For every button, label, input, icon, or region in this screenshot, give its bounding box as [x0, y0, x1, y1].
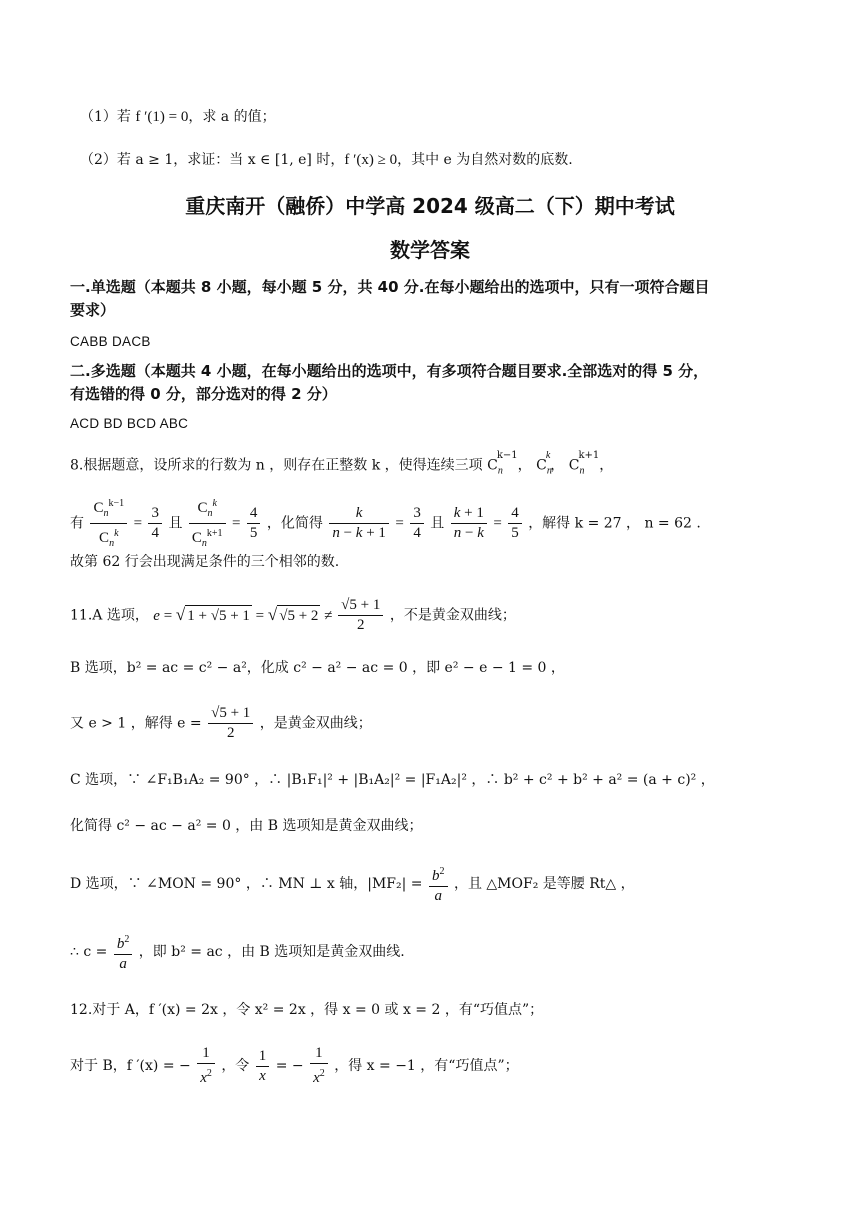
fraction: $\frac{√5 + 1}{2}$ [208, 704, 253, 743]
math: f ′(x) ≥ 0 [344, 152, 398, 168]
text: = − [275, 1058, 304, 1074]
text: 有选错的得 0 分，部分选对的得 2 分） [70, 385, 337, 403]
solution-8-line-1: 8.根据题意，设所求的行数为 n ，则存在正整数 k ，使得连续三项 $C_n^{k-1}$， $C_n^k$， $C_n^{k+1}$， [70, 450, 614, 477]
solution-11-a: 11.A 选项， e = √ 1 + √5 + 1 = √ √5 + 2 ≠ $\frac{√5 + 1}{2}$ ，不是黄金双曲线； [70, 597, 516, 633]
fraction: $\frac{1}{x^2}$ [197, 1044, 215, 1088]
text: ，不是黄金双曲线； [389, 607, 516, 624]
text: ，是黄金双曲线； [259, 715, 372, 732]
text: ，解得 k = 27 ， n = 62 . [528, 515, 701, 532]
math: f ′(1) = 0 [135, 109, 189, 125]
solution-8-line-2: 有 $\frac{C_n^{k-1}}{C_n^k}$ = $\frac{3}{4}$ 且 $\frac{C_n^k}{C_n^{k+1}}$ = $\frac{4}{5}$ ，化简得 $\frac{k}{n - k + 1}$ = $\frac{3}{4}$ 且 $\frac{k + 1}{n - k}$ = $\frac{4}{5}$ ，解得 k = 27 ， n = 62 . [70, 494, 701, 553]
text: 有 [70, 515, 84, 532]
solution-12-b [70, 1044, 519, 1088]
fraction: $\frac{√5 + 1}{2}$ [338, 596, 383, 635]
text: （1）若 [80, 109, 136, 125]
text: 要求） [70, 301, 116, 319]
section-2-title [70, 360, 800, 406]
fraction: $\frac{k + 1}{n - k}$ [451, 504, 487, 543]
text: ，得 x = −1 ，有“巧值点”； [334, 1058, 519, 1074]
fraction: $\frac{1}{x^2}$ [310, 1044, 328, 1088]
text: 11.A 选项， [70, 607, 149, 624]
text: ∴ c = [70, 944, 108, 960]
solution-11-c-1: C 选项，∵ ∠F₁B₁A₂ = 90° ，∴ |B₁F₁|² + |B₁A₂|² = |F₁A₂|² ，∴ b² + c² + b² + a² = (a + c)² ， [70, 772, 715, 788]
text: ，且 △MOF₂ 是等腰 Rt△ ， [453, 876, 635, 892]
fraction: $\frac{4}{5}$ [247, 504, 261, 543]
text: 对于 B，f ′(x) = − [70, 1058, 191, 1074]
text: 一.单选题（本题共 8 小题，每小题 5 分，共 40 分.在每小题给出的选项中，只有一项符合题目 [70, 278, 710, 296]
text: ，令 [221, 1058, 250, 1074]
text: 且 [430, 515, 445, 532]
section-1-answers: CABB DACB [70, 334, 151, 349]
question-part-2 [80, 150, 573, 170]
fraction: $\frac{1}{x}$ [256, 1047, 270, 1086]
text: D 选项，∵ ∠MON = 90° ，∴ MN ⊥ x 轴，|MF₂| = [70, 876, 423, 892]
solution-11-b-2 [70, 704, 372, 743]
fraction: $\frac{4}{5}$ [508, 504, 522, 543]
text: ，其中 e 为自然对数的底数. [397, 152, 573, 168]
text: ，化简得 [266, 515, 323, 532]
page-title: 重庆南开（融侨）中学高 2024 级高二（下）期中考试 [185, 194, 675, 218]
fraction: $\frac{C_n^k}{C_n^{k+1}}$ [189, 494, 226, 553]
solution-8-line-3: 故第 62 行会出现满足条件的三个相邻的数. [70, 554, 340, 570]
solution-12-a: 12.对于 A，f ′(x) = 2x ，令 x² = 2x ，得 x = 0 或 x = 2 ，有“巧值点”； [70, 1002, 544, 1018]
section-1-title [70, 276, 800, 322]
fraction: $\frac{b^2}{a}$ [429, 862, 448, 906]
solution-11-b-1: B 选项，b² = ac = c² − a²，化成 c² − a² − ac = 0 ，即 e² − e − 1 = 0 ， [70, 660, 565, 676]
solution-11-d-2 [70, 930, 405, 974]
fraction: $\frac{k}{n - k + 1}$ [329, 504, 389, 543]
solution-11-d-1 [70, 862, 635, 906]
fraction: $\frac{3}{4}$ [410, 504, 424, 543]
fraction: $\frac{C_n^{k-1}}{C_n^k}$ [90, 494, 127, 553]
text: 又 e > 1 ，解得 e = [70, 715, 202, 732]
fraction: $\frac{3}{4}$ [148, 504, 162, 543]
text: 8.根据题意，设所求的行数为 n ，则存在正整数 k ，使得连续三项 C [70, 457, 498, 474]
text: （2）若 a ≥ 1，求证：当 x ∈ [1, e] 时， [80, 152, 345, 168]
question-part-1 [80, 107, 276, 127]
text: ，即 b² = ac ，由 B 选项知是黄金双曲线. [138, 944, 405, 960]
text: 二.多选题（本题共 4 小题，在每小题给出的选项中，有多项符合题目要求.全部选对的得 5 分， [70, 362, 709, 380]
fraction: $\frac{b^2}{a}$ [114, 930, 133, 974]
solution-11-c-2: 化简得 c² − ac − a² = 0 ，由 B 选项知是黄金双曲线； [70, 818, 423, 834]
text: 且 [168, 515, 183, 532]
page-subtitle: 数学答案 [390, 238, 470, 262]
section-2-answers: ACD BD BCD ABC [70, 416, 189, 431]
text: ，求 a 的值； [188, 109, 276, 125]
